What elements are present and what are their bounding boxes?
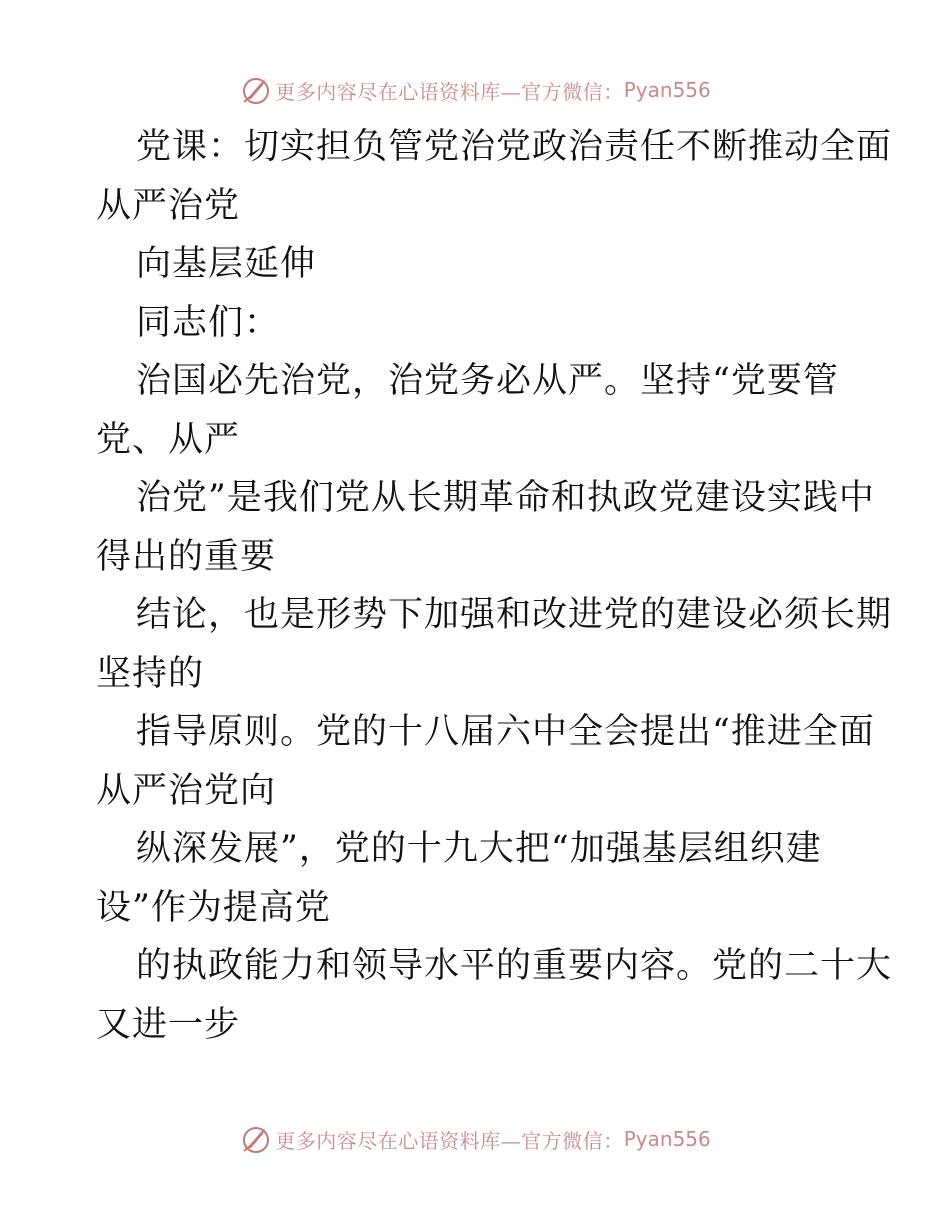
quill-pen-logo-icon — [239, 1122, 273, 1156]
paragraph-line: 结论，也是形势下加强和改进党的建设必须长期 — [136, 595, 893, 635]
watermark-wechat-id: Pyan556 — [623, 1127, 711, 1151]
salutation: 同志们： — [136, 302, 281, 343]
footer-watermark — [0, 1119, 950, 1159]
paragraph-line: 坚持的 — [96, 653, 205, 694]
watermark-text: 更多内容尽在心语资料库—官方微信： — [275, 79, 624, 104]
paragraph-line: 治党”是我们党从长期革命和执政党建设实践中 — [136, 478, 875, 518]
paragraph-line: 治国必先治党，治党务必从严。坚持“党要管 — [136, 361, 839, 401]
paragraph-line: 从严治党向 — [96, 770, 277, 811]
watermark-text: 更多内容尽在心语资料库—官方微信： — [275, 1128, 624, 1153]
paragraph-line: 又进一步 — [96, 1004, 241, 1045]
quill-pen-logo-icon — [239, 73, 273, 107]
header-watermark — [0, 70, 950, 110]
title-line-1: 党课：切实担负管党治党政治责任不断推动全面 — [136, 127, 893, 167]
paragraph-line: 党、从严 — [96, 419, 241, 460]
paragraph-line: 的执政能力和领导水平的重要内容。党的二十大 — [136, 946, 893, 986]
paragraph-line: 指导原则。党的十八届六中全会提出“推进全面 — [136, 712, 875, 752]
paragraph-line: 纵深发展”，党的十九大把“加强基层组织建 — [136, 829, 822, 869]
watermark-wechat-id: Pyan556 — [623, 78, 711, 102]
title-line-2: 从严治党 — [96, 185, 241, 226]
paragraph-line: 设”作为提高党 — [96, 887, 331, 928]
paragraph-line: 得出的重要 — [96, 536, 277, 577]
title-line-3: 向基层延伸 — [136, 244, 317, 284]
document-body — [96, 118, 893, 1054]
